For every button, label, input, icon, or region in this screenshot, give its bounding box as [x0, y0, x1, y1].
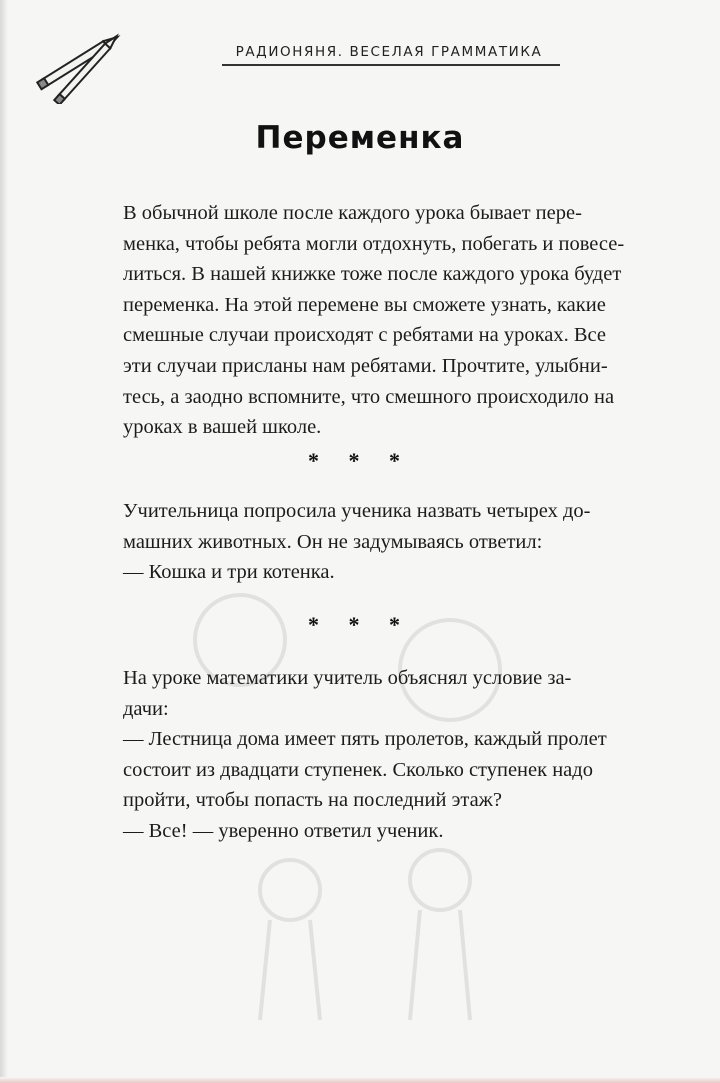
section-separator: * * *	[308, 448, 412, 473]
joke-paragraph: На уроке математики учитель объяснял условие за- дачи: — Лестница дома имеет пять пролетов, каждый пролет состоит из двадцати ступенек. Сколько ступенек надо пройти, чтобы попасть на последний этаж? — Все! — уверенно ответил ученик.	[123, 667, 607, 842]
page-edge-bottom	[0, 1077, 720, 1083]
intro-paragraph: В обычной школе после каждого урока бывает пере- менка, чтобы ребята могли отдохнуть, побегать и повесе- литься. В нашей книжке тоже после каждого урока будет переменка. На этой перемене вы сможете узнать, какие смешные случаи происходят с ребятами на уроках. Все эти случаи присланы нам ребятами. Прочтите, улыбни- тесь, а заодно вспомните, что смешного происходило на уроках в вашей школе.	[123, 202, 625, 439]
page-title: Переменка	[255, 120, 465, 156]
section-separator: * * *	[308, 612, 412, 637]
crossed-pencils-icon	[30, 24, 130, 104]
page-edge-left	[0, 0, 8, 1083]
joke-paragraph: Учительница попросила ученика назвать четырех до- машних животных. Он не задумываясь ответил: — Кошка и три котенка.	[123, 500, 591, 584]
header-rule	[222, 64, 560, 66]
running-header: РАДИОНЯНЯ. ВЕСЕЛАЯ ГРАММАТИКА	[235, 44, 543, 60]
